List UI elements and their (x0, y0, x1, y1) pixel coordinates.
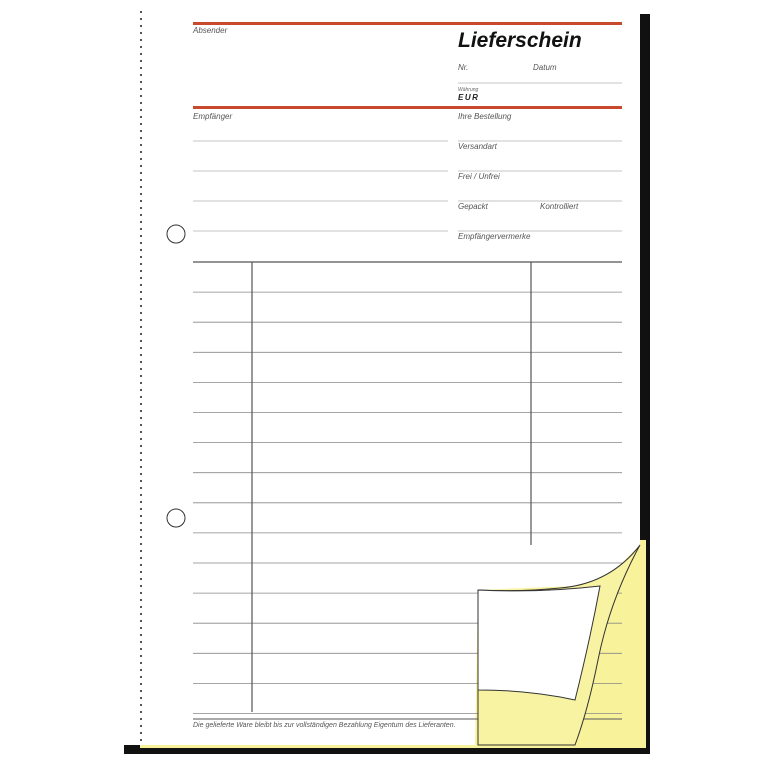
perforation-dot (140, 445, 142, 447)
perforation-dot (140, 312, 142, 314)
perforation-dot (140, 361, 142, 363)
perforation-dot (140, 200, 142, 202)
perforation-dot (140, 158, 142, 160)
perforation-dot (140, 270, 142, 272)
perforation-dot (140, 389, 142, 391)
perforation-dot (140, 263, 142, 265)
date-label: Datum (533, 63, 557, 72)
perforation-dot (140, 102, 142, 104)
perforation-dot (140, 536, 142, 538)
perforation-dot (140, 18, 142, 20)
perforation-dot (140, 550, 142, 552)
perforation-dot (140, 186, 142, 188)
perforation-dot (140, 648, 142, 650)
perforation-dot (140, 508, 142, 510)
perforation-dot (140, 613, 142, 615)
perforation-dot (140, 207, 142, 209)
perforation-dot (140, 39, 142, 41)
perforation-dot (140, 634, 142, 636)
perforation-dot (140, 242, 142, 244)
perforation-dot (140, 466, 142, 468)
perforation-dot (140, 53, 142, 55)
perforation-dot (140, 347, 142, 349)
shipping-label: Versandart (458, 142, 497, 151)
perforation-dot (140, 515, 142, 517)
perforation-dot (140, 571, 142, 573)
perforation-dot (140, 193, 142, 195)
perforation-dot (140, 249, 142, 251)
perforation-dot (140, 543, 142, 545)
middle-accent-rule (193, 106, 622, 109)
perforation-dot (140, 375, 142, 377)
perforation-dot (140, 403, 142, 405)
perforation-dot (140, 25, 142, 27)
perforation-dot (140, 683, 142, 685)
perforation-dot (140, 459, 142, 461)
perforation-dot (140, 74, 142, 76)
perforation-dot (140, 494, 142, 496)
perforation-dot (140, 592, 142, 594)
perforation-dot (140, 151, 142, 153)
punch-hole-bottom (167, 509, 185, 527)
perforation-dot (140, 739, 142, 741)
perforation-dot (140, 354, 142, 356)
perforation-dot (140, 473, 142, 475)
perforation-dot (140, 438, 142, 440)
recipient-label: Empfänger (193, 112, 233, 121)
perforation-dot (140, 228, 142, 230)
perforation-dot (140, 11, 142, 13)
perforation-dot (140, 340, 142, 342)
document-title: Lieferschein (458, 29, 582, 52)
perforation-dot (140, 144, 142, 146)
perforation-dot (140, 718, 142, 720)
perforation-dot (140, 585, 142, 587)
perforation-dot (140, 501, 142, 503)
perforation-dot (140, 606, 142, 608)
perforation-dot (140, 46, 142, 48)
top-accent-rule (193, 22, 622, 25)
perforation-dot (140, 529, 142, 531)
freight-label: Frei / Unfrei (458, 172, 500, 181)
perforation-dot (140, 620, 142, 622)
perforation-dot (140, 235, 142, 237)
perforation-dot (140, 32, 142, 34)
packed-label: Gepackt (458, 202, 488, 211)
perforation-dot (140, 109, 142, 111)
perforation-dot (140, 452, 142, 454)
perforation-dot (140, 179, 142, 181)
perforation-dot (140, 298, 142, 300)
perforation-dot (140, 277, 142, 279)
perforation-dot (140, 67, 142, 69)
perforation-dot (140, 256, 142, 258)
perforation-dot (140, 599, 142, 601)
perforation-dot (140, 326, 142, 328)
perforation-dot (140, 725, 142, 727)
perforation-dot (140, 697, 142, 699)
recipient-notes-label: Empfängervermerke (458, 232, 531, 241)
sender-label: Absender (193, 26, 228, 35)
perforation-dot (140, 123, 142, 125)
number-label: Nr. (458, 63, 469, 72)
checked-label: Kontrolliert (540, 202, 579, 211)
ownership-footer-text: Die gelieferte Ware bleibt bis zur vollständigen Bezahlung Eigentum des Lieferanten. (193, 722, 456, 729)
perforation-dot (140, 557, 142, 559)
perforation-dot (140, 130, 142, 132)
perforation-dot (140, 655, 142, 657)
perforation-dot (140, 333, 142, 335)
perforation-dot (140, 396, 142, 398)
perforation-dot (140, 487, 142, 489)
perforation-dot (140, 214, 142, 216)
perforation-dot (140, 704, 142, 706)
perforation-dot (140, 662, 142, 664)
perforation-dot (140, 564, 142, 566)
perforation-dot (140, 522, 142, 524)
perforation-dot (140, 641, 142, 643)
perforation-dot (140, 424, 142, 426)
currency-value: EUR (458, 93, 480, 102)
perforation-dot (140, 284, 142, 286)
perforation-dot (140, 690, 142, 692)
perforation-dot (140, 172, 142, 174)
perforation-dot (140, 711, 142, 713)
perforation-dot (140, 669, 142, 671)
perforation-dot (140, 676, 142, 678)
perforation-dot (140, 319, 142, 321)
perforation-dot (140, 88, 142, 90)
perforation-dot (140, 81, 142, 83)
perforation-dot (140, 417, 142, 419)
perforation-dot (140, 627, 142, 629)
perforation-dot (140, 291, 142, 293)
punch-hole-top (167, 225, 185, 243)
perforation-dot (140, 410, 142, 412)
currency-label: Währung (458, 87, 479, 93)
perforation-dot (140, 95, 142, 97)
perforation-dot (140, 305, 142, 307)
perforation-dot (140, 165, 142, 167)
perforation-dot (140, 431, 142, 433)
perforation-dot (140, 60, 142, 62)
perforation-dot (140, 116, 142, 118)
perforation-dot (140, 137, 142, 139)
perforation-dot (140, 382, 142, 384)
order-label: Ihre Bestellung (458, 112, 512, 121)
perforation-dot (140, 480, 142, 482)
perforation-dot (140, 732, 142, 734)
perforation-dot (140, 368, 142, 370)
perforation-dot (140, 221, 142, 223)
perforation-dot (140, 578, 142, 580)
